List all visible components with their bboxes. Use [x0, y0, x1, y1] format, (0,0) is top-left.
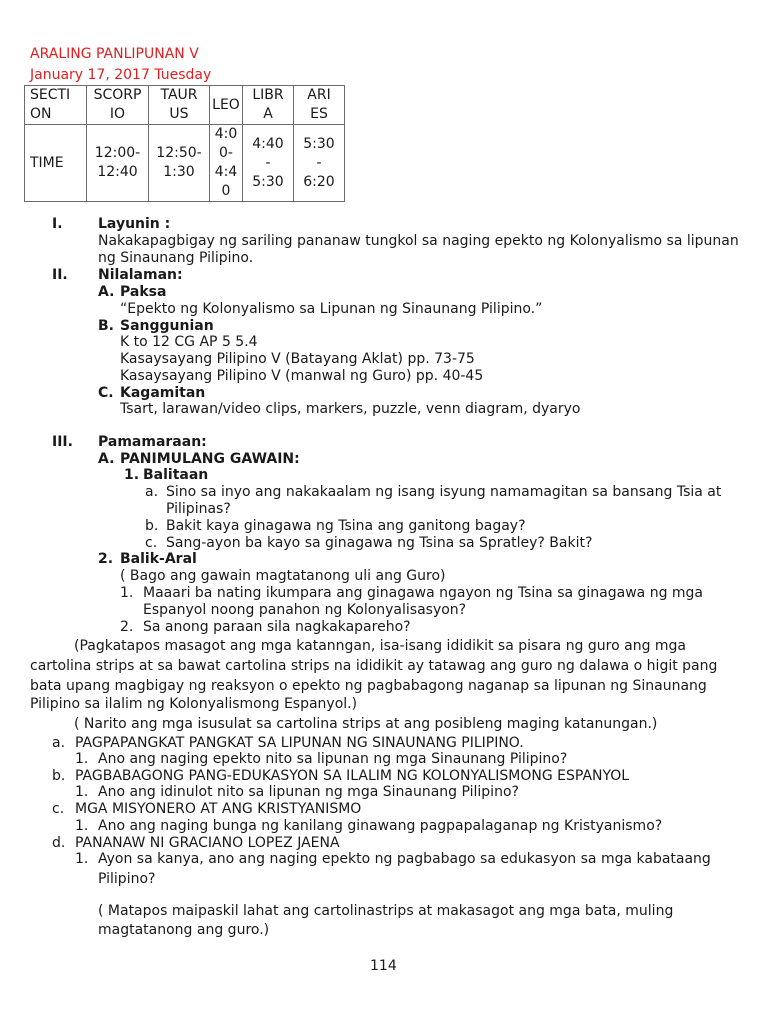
question-number: 1.	[120, 585, 134, 601]
section-cell: LIBR A	[243, 86, 294, 125]
closing-note: ( Matapos maipaskil lahat ang cartolinastrips at makasagot ang mga bata, muling	[98, 903, 674, 919]
review-note: ( Bago ang gawain magtatanong uli ang Guro)	[120, 568, 446, 584]
time-cell: 12:50- 1:30	[149, 125, 210, 202]
time-cell: 4:40 - 5:30	[243, 125, 294, 202]
section-number: II.	[52, 267, 68, 283]
reference-text: Kasaysayang Pilipino V (Batayang Aklat) pp. 73-75	[120, 351, 475, 367]
subheading-panimulang-gawain: PANIMULANG GAWAIN:	[120, 451, 300, 467]
strip-question: Ano ang naging bunga ng kanilang ginawang pagpapalaganap ng Kristyanismo?	[98, 818, 663, 834]
sub-letter: A.	[98, 284, 115, 300]
strip-title: PANANAW NI GRACIANO LOPEZ JAENA	[75, 835, 340, 851]
strip-question: Ano ang naging epekto nito sa lipunan ng mga Sinaunang Pilipino?	[98, 751, 568, 767]
subheading-paksa: Paksa	[120, 284, 167, 300]
materials-text: Tsart, larawan/video clips, markers, puzzle, venn diagram, dyaryo	[120, 401, 581, 417]
paragraph-line: bata upang magbigay ng reaksyon o epekto ng pagbabagong naganap sa lipunan ng Sinaunang	[30, 678, 707, 694]
section-heading-layunin: Layunin :	[98, 216, 171, 232]
strip-question-number: 1.	[75, 784, 89, 800]
section-heading-pamamaraan: Pamamaraan:	[98, 434, 207, 450]
lesson-date: January 17, 2017 Tuesday	[30, 67, 212, 83]
section-cell: ARI ES	[294, 86, 345, 125]
section-label-cell: SECTI ON	[25, 86, 87, 125]
strip-question-number: 1.	[75, 751, 89, 767]
sub-letter: B.	[98, 318, 114, 334]
paragraph-line: Pilipino sa ilalim ng Kolonyalismong Espanyol.)	[30, 696, 358, 712]
closing-note: magtatanong ang guro.)	[98, 922, 270, 938]
section-cell: TAUR US	[149, 86, 210, 125]
item-heading-balik-aral: Balik-Aral	[120, 551, 197, 567]
reference-text: Kasaysayang Pilipino V (manwal ng Guro) pp. 40-45	[120, 368, 484, 384]
strip-question: Ano ang idinulot nito sa lipunan ng mga Sinaunang Pilipino?	[98, 784, 519, 800]
strip-letter: c.	[52, 801, 65, 817]
subject-title: ARALING PANLIPUNAN V	[30, 46, 199, 62]
section-heading-nilalaman: Nilalaman:	[98, 267, 183, 283]
section-number: I.	[52, 216, 63, 232]
section-number: III.	[52, 434, 73, 450]
question-text: Sino sa inyo ang nakakaalam ng isang isyung namamagitan sa bansang Tsia at	[166, 484, 722, 500]
item-heading-balitaan: Balitaan	[143, 467, 209, 483]
paragraph-line: cartolina strips at sa bawat cartolina strips na ididikit ay tatawag ang guro ng dalawa o higit pang	[30, 658, 718, 674]
strips-note: ( Narito ang mga isusulat sa cartolina strips at ang posibleng maging katanungan.)	[74, 716, 658, 732]
question-number: 2.	[120, 619, 134, 635]
question-text: Pilipinas?	[166, 501, 231, 517]
question-text: Bakit kaya ginagawa ng Tsina ang ganitong bagay?	[166, 518, 526, 534]
reference-text: K to 12 CG AP 5 5.4	[120, 334, 258, 350]
question-text: Sang-ayon ba kayo sa ginagawa ng Tsina sa Spratley? Bakit?	[166, 535, 593, 551]
strip-title: MGA MISYONERO AT ANG KRISTYANISMO	[75, 801, 362, 817]
subheading-sanggunian: Sanggunian	[120, 318, 214, 334]
strip-letter: d.	[52, 835, 66, 851]
strip-title: PAGPAPANGKAT PANGKAT SA LIPUNAN NG SINAUNANG PILIPINO.	[75, 735, 524, 751]
strip-question-number: 1.	[75, 851, 89, 867]
strip-title: PAGBABAGONG PANG-EDUKASYON SA ILALIM NG KOLONYALISMONG ESPANYOL	[75, 768, 630, 784]
item-number: 1.	[124, 467, 140, 483]
item-number: 2.	[98, 551, 114, 567]
strip-question: Pilipino?	[98, 871, 156, 887]
schedule-table	[24, 85, 345, 202]
objective-text: Nakakapagbigay ng sariling pananaw tungkol sa naging epekto ng Kolonyalismo sa lipunan	[98, 233, 739, 249]
subheading-kagamitan: Kagamitan	[120, 385, 206, 401]
question-letter: a.	[145, 484, 159, 500]
time-cell: 4:0 0- 4:4 0	[210, 125, 243, 202]
time-cell: 12:00- 12:40	[87, 125, 149, 202]
page-number: 114	[370, 958, 397, 974]
sub-letter: A.	[98, 451, 115, 467]
question-text: Espanyol noong panahon ng Kolonyalisasyon?	[143, 602, 467, 618]
strip-question-number: 1.	[75, 818, 89, 834]
sub-letter: C.	[98, 385, 114, 401]
time-label-cell: TIME	[25, 125, 87, 202]
question-text: Sa anong paraan sila nagkakapareho?	[143, 619, 411, 635]
strip-letter: b.	[52, 768, 66, 784]
topic-text: “Epekto ng Kolonyalismo sa Lipunan ng Sinaunang Pilipino.”	[120, 301, 543, 317]
time-row	[25, 125, 345, 202]
strip-letter: a.	[52, 735, 66, 751]
section-cell: LEO	[210, 86, 243, 125]
section-cell: SCORP IO	[87, 86, 149, 125]
objective-text: ng Sinaunang Pilipino.	[98, 250, 254, 266]
question-letter: c.	[145, 535, 158, 551]
question-text: Maaari ba nating ikumpara ang ginagawa ngayon ng Tsina sa ginagawa ng mga	[143, 585, 704, 601]
question-letter: b.	[145, 518, 159, 534]
strip-question: Ayon sa kanya, ano ang naging epekto ng pagbabago sa edukasyon sa mga kabataang	[98, 851, 711, 867]
time-cell: 5:30 - 6:20	[294, 125, 345, 202]
section-row	[25, 86, 345, 125]
paragraph-line: (Pagkatapos masagot ang mga katanngan, isa-isang ididikit sa pisara ng guro ang mga	[74, 638, 687, 654]
